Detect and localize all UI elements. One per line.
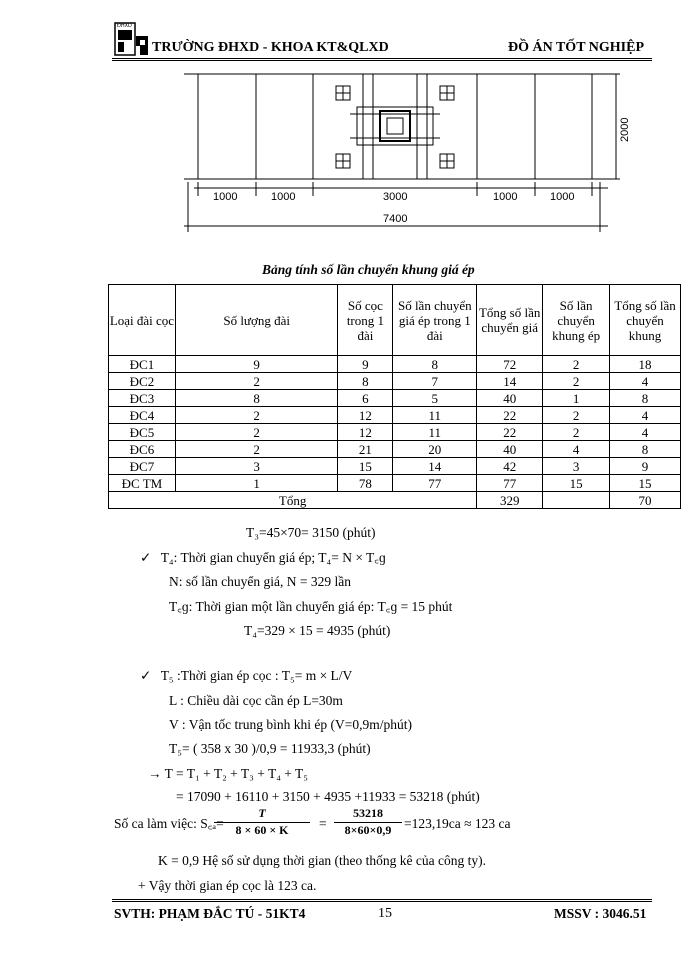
table-cell: 5 [393,390,477,407]
table-cell: 2 [543,373,610,390]
total-giá: 329 [477,492,543,509]
table-cell: 40 [477,390,543,407]
t5-title: T₅ :Thời gian ép cọc : T₅= m × L/V [160,668,353,683]
dim-seg-2: 1000 [271,191,296,203]
logo-text: ĐHXD [117,23,132,29]
t4-n: N: số lần chuyển giá, N = 329 lần [169,574,351,589]
table-cell: 15 [610,475,681,492]
table-cell: 42 [477,458,543,475]
table-cell: 9 [610,458,681,475]
table-cell: 2 [543,424,610,441]
dim-seg-1: 1000 [213,191,238,203]
dim-height-label: 2000 [619,117,631,142]
t5-l: L : Chiều dài cọc cần ép L=30m [169,693,343,708]
table-cell: 9 [175,356,338,373]
header-right-title: ĐỒ ÁN TỐT NGHIỆP [508,40,645,55]
footer-student: SVTH: PHẠM ĐẮC TÚ - 51KT4 [114,906,306,921]
table-cell: 12 [338,407,393,424]
table-cell: 15 [543,475,610,492]
table-cell: 77 [393,475,477,492]
t5-title-line [140,667,352,685]
checkmark-icon: ✓ [140,550,152,565]
page-number: 15 [378,906,392,921]
table-cell: ĐC4 [109,407,176,424]
table-cell: 2 [543,407,610,424]
t5-v: V : Vận tốc trung bình khi ép (V=0,9m/phút) [169,717,412,732]
pile-frame-table [108,284,681,509]
fraction-2-denominator: 8×60×0,9 [344,823,392,837]
table-total-row [109,492,681,509]
table-cell: 2 [543,356,610,373]
logo [114,22,150,56]
table-cell: 1 [543,390,610,407]
t-sum-values: = 17090 + 16110 + 3150 + 4935 +11933 = 53218 (phút) [176,789,480,804]
table-cell: ĐC TM [109,475,176,492]
table-cell: 8 [610,441,681,458]
equals-sign: = [319,816,327,831]
t3-line: T₃=45×70= 3150 (phút) [246,525,376,540]
header-cell: Tổng số lần chuyển khung [610,285,681,356]
header-left-title: TRƯỜNG ĐHXD - KHOA KT&QLXD [152,40,389,55]
total-label: Tổng [109,492,477,509]
fraction-1 [214,806,310,838]
table-cell: 4 [610,407,681,424]
conclusion: + Vậy thời gian ép cọc là 123 ca. [138,878,317,893]
table-row [109,407,681,424]
table-cell: 21 [338,441,393,458]
header-rule [112,58,652,61]
total-empty [543,492,610,509]
table-cell: 4 [610,373,681,390]
table-row [109,458,681,475]
shifts-result: =123,19ca ≈ 123 ca [404,816,511,831]
table-cell: 11 [393,424,477,441]
table-row [109,475,681,492]
table-cell: ĐC5 [109,424,176,441]
table-cell: 2 [175,424,338,441]
t4-title-line [140,549,386,567]
header-cell: Số lượng đài [175,285,338,356]
table-row [109,390,681,407]
table-cell: 3 [543,458,610,475]
checkmark-icon: ✓ [140,668,152,683]
table-cell: 72 [477,356,543,373]
dim-seg-3: 3000 [383,191,408,203]
table-cell: 7 [393,373,477,390]
table-cell: 20 [393,441,477,458]
table-cell: 12 [338,424,393,441]
table-cell: 8 [338,373,393,390]
table-cell: ĐC3 [109,390,176,407]
table-cell: 11 [393,407,477,424]
table-cell: 4 [543,441,610,458]
table-cell: 1 [175,475,338,492]
table-cell: 2 [175,407,338,424]
t5-calc: T₅= ( 358 x 30 )/0,9 = 11933,3 (phút) [169,741,371,756]
t4-calc: T₄=329 × 15 = 4935 (phút) [244,623,391,638]
pile-press-frame-drawing [180,66,640,236]
t-sum: → T = T₁ + T₂ + T₃ + T₄ + T₅ [148,766,308,781]
footer-rule [112,899,652,902]
header-cell: Loại đài cọc [109,285,176,356]
table-cell: 4 [610,424,681,441]
table-row [109,441,681,458]
fraction-2 [334,806,402,838]
table-cell: 22 [477,407,543,424]
footer-id: MSSV : 3046.51 [554,906,647,921]
table-cell: 2 [175,441,338,458]
k-line: K = 0,9 Hệ số sử dụng thời gian (theo thống kê của công ty). [158,853,487,868]
table-cell: ĐC7 [109,458,176,475]
header-cell: Số cọc trong 1 đài [338,285,393,356]
t4-tcg: T꜀ɡ: Thời gian một lần chuyển giá ép: T꜀ɡ = 15 phút [169,599,453,614]
table-cell: 2 [175,373,338,390]
table-cell: 8 [175,390,338,407]
table-cell: 9 [338,356,393,373]
header-cell: Số lần chuyển giá ép trong 1 đài [393,285,477,356]
shifts-label: Số ca làm việc: S꜀ₐ= [114,816,224,831]
total-khung: 70 [610,492,681,509]
table-cell: 22 [477,424,543,441]
header-cell: Số lần chuyển khung ép [543,285,610,356]
table-row [109,373,681,390]
table-cell: 15 [338,458,393,475]
table-cell: 18 [610,356,681,373]
table-cell: 14 [393,458,477,475]
dim-seg-4: 1000 [493,191,518,203]
dim-total: 7400 [383,213,408,225]
table-cell: 3 [175,458,338,475]
table-cell: ĐC2 [109,373,176,390]
table-header-row [109,285,681,356]
header-cell: Tổng số lần chuyển giá [477,285,543,356]
table-caption: Bảng tính số lần chuyển khung giá ép [262,262,475,277]
table-cell: 40 [477,441,543,458]
table-row [109,424,681,441]
table-cell: 8 [393,356,477,373]
table-cell: 77 [477,475,543,492]
table-cell: 8 [610,390,681,407]
table-cell: ĐC6 [109,441,176,458]
fraction-2-numerator: 53218 [334,806,402,823]
dim-seg-5: 1000 [550,191,575,203]
table-cell: 78 [338,475,393,492]
fraction-1-denominator: 8 × 60 × K [235,823,289,837]
table-cell: 14 [477,373,543,390]
table-cell: ĐC1 [109,356,176,373]
t4-title: T₄: Thời gian chuyển giá ép; T₄= N × T꜀ɡ [160,550,386,565]
table-row [109,356,681,373]
table-cell: 6 [338,390,393,407]
fraction-1-numerator: T [214,806,310,823]
